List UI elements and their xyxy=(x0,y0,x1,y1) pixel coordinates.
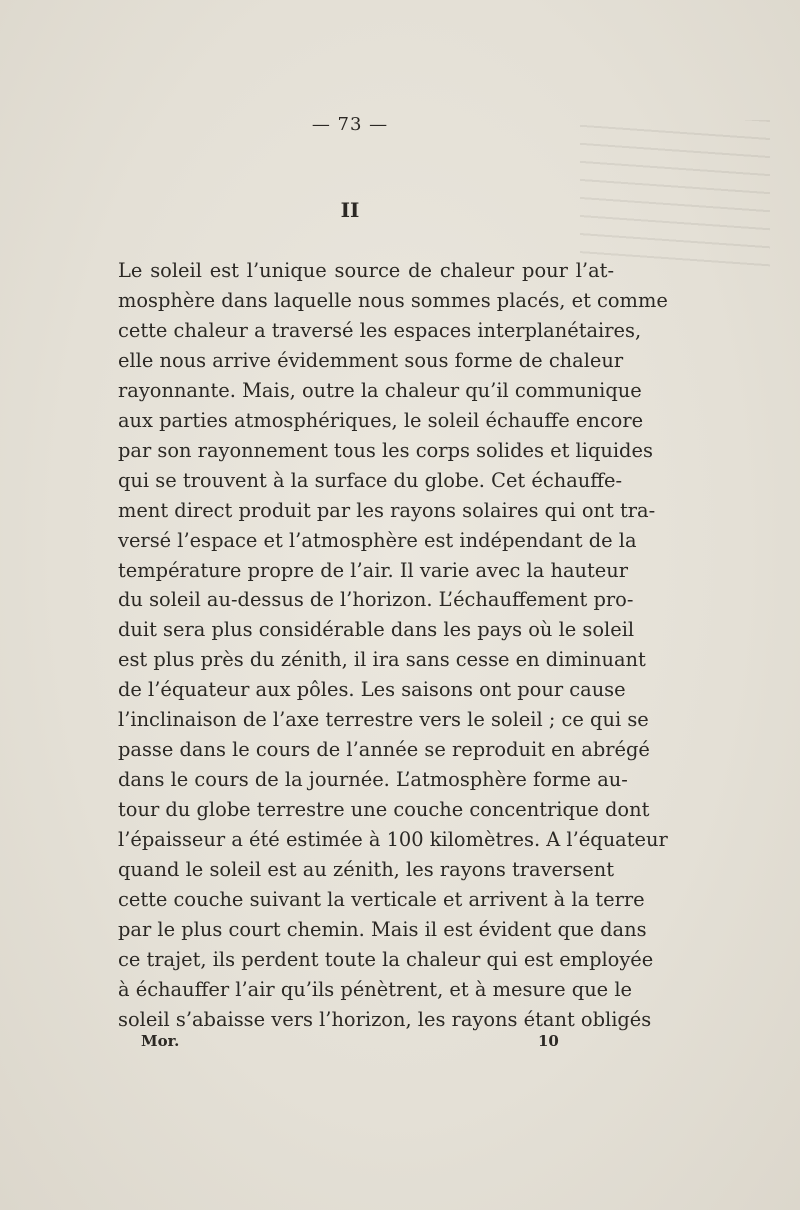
text-line: température propre de l’air. Il varie avec la hauteur xyxy=(118,558,629,582)
section-numeral: II xyxy=(340,198,360,222)
text-line: ce trajet, ils perdent toute la chaleur qui est employée xyxy=(118,947,654,971)
text-line: du soleil au-dessus de l’horizon. L’échauffement pro- xyxy=(118,588,634,612)
text-line: elle nous arrive évidemment sous forme de chaleur xyxy=(118,348,624,372)
printer-signature: Mor. xyxy=(141,1032,180,1050)
text-line: versé l’espace et l’atmosphère est indépendant de la xyxy=(118,528,637,552)
text-line: tour du globe terrestre une couche concentrique dont xyxy=(118,798,650,822)
text-line: quand le soleil est au zénith, les rayons traversent xyxy=(118,858,614,882)
text-line: l’épaisseur a été estimée à 100 kilomètres. A l’équateur xyxy=(118,828,668,852)
text-line: dans le cours de la journée. L’atmosphère forme au- xyxy=(118,768,628,792)
text-line: l’inclinaison de l’axe terrestre vers le soleil ; ce qui se xyxy=(118,708,649,732)
text-line: par son rayonnement tous les corps solides et liquides xyxy=(118,438,653,462)
sheet-number: 10 xyxy=(538,1032,559,1050)
text-line: est plus près du zénith, il ira sans cesse en diminuant xyxy=(118,648,646,672)
text-line: rayonnante. Mais, outre la chaleur qu’il communique xyxy=(118,378,642,402)
page-number: — 73 — xyxy=(311,114,389,135)
text-line: soleil s’abaisse vers l’horizon, les rayons étant obligés xyxy=(118,1007,652,1031)
text-line: mosphère dans laquelle nous sommes placés, et comme xyxy=(118,288,668,312)
text-line: qui se trouvent à la surface du globe. Cet échauffe- xyxy=(118,468,623,492)
text-line: à échauffer l’air qu’ils pénètrent, et à mesure que le xyxy=(118,977,633,1001)
text-line: duit sera plus considérable dans les pays où le soleil xyxy=(118,618,635,642)
text-line: de l’équateur aux pôles. Les saisons ont pour cause xyxy=(118,678,626,702)
body-paragraph xyxy=(118,256,668,1035)
text-line: par le plus court chemin. Mais il est évident que dans xyxy=(118,917,647,941)
text-line: Le soleil est l’unique source de chaleur pour l’at- xyxy=(118,259,614,282)
text-line: cette couche suivant la verticale et arrivent à la terre xyxy=(118,888,645,912)
show-through-texture xyxy=(580,120,770,270)
text-line: passe dans le cours de l’année se reproduit en abrégé xyxy=(118,738,650,762)
text-line: cette chaleur a traversé les espaces interplanétaires, xyxy=(118,318,642,342)
text-line: ment direct produit par les rayons solaires qui ont tra- xyxy=(118,498,656,522)
text-line: aux parties atmosphériques, le soleil échauffe encore xyxy=(118,408,644,432)
